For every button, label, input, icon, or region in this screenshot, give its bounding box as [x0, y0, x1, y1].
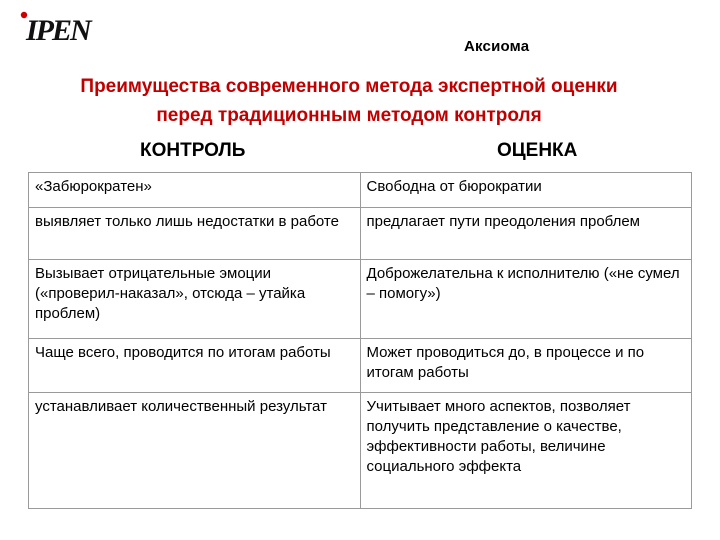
assessment-cell: Свободна от бюрократии [360, 173, 692, 208]
table-row [29, 339, 692, 393]
column-header-assessment: ОЦЕНКА [497, 140, 578, 161]
page-title-line-1: Преимущества современного метода экспертной оценки [80, 76, 618, 97]
table-row [29, 260, 692, 339]
control-cell: выявляет только лишь недостатки в работе [29, 208, 361, 260]
control-cell: Чаще всего, проводится по итогам работы [29, 339, 361, 393]
table-row [29, 173, 692, 208]
page-title [0, 72, 720, 130]
control-cell: устанавливает количественный результат [29, 393, 361, 509]
page-title-line-2: перед традиционным методом контроля [156, 105, 542, 126]
assessment-cell: предлагает пути преодоления проблем [360, 208, 692, 260]
comparison-table [28, 172, 692, 509]
logo-icon [18, 6, 96, 48]
table-row [29, 208, 692, 260]
assessment-cell: Может проводиться до, в процессе и по итогам работы [360, 339, 692, 393]
column-header-control: КОНТРОЛЬ [140, 140, 246, 161]
control-cell: «Забюрократен» [29, 173, 361, 208]
assessment-cell: Учитывает много аспектов, позволяет получить представление о качестве, эффективности работы, величине социального эффекта [360, 393, 692, 509]
control-cell: Вызывает отрицательные эмоции («проверил-наказал», отсюда – утайка проблем) [29, 260, 361, 339]
logo [18, 6, 96, 48]
table-row [29, 393, 692, 509]
subtitle: Аксиома [464, 38, 530, 55]
assessment-cell: Доброжелательна к исполнителю («не сумел – помогу») [360, 260, 692, 339]
svg-text:IPEN: IPEN [26, 14, 90, 47]
